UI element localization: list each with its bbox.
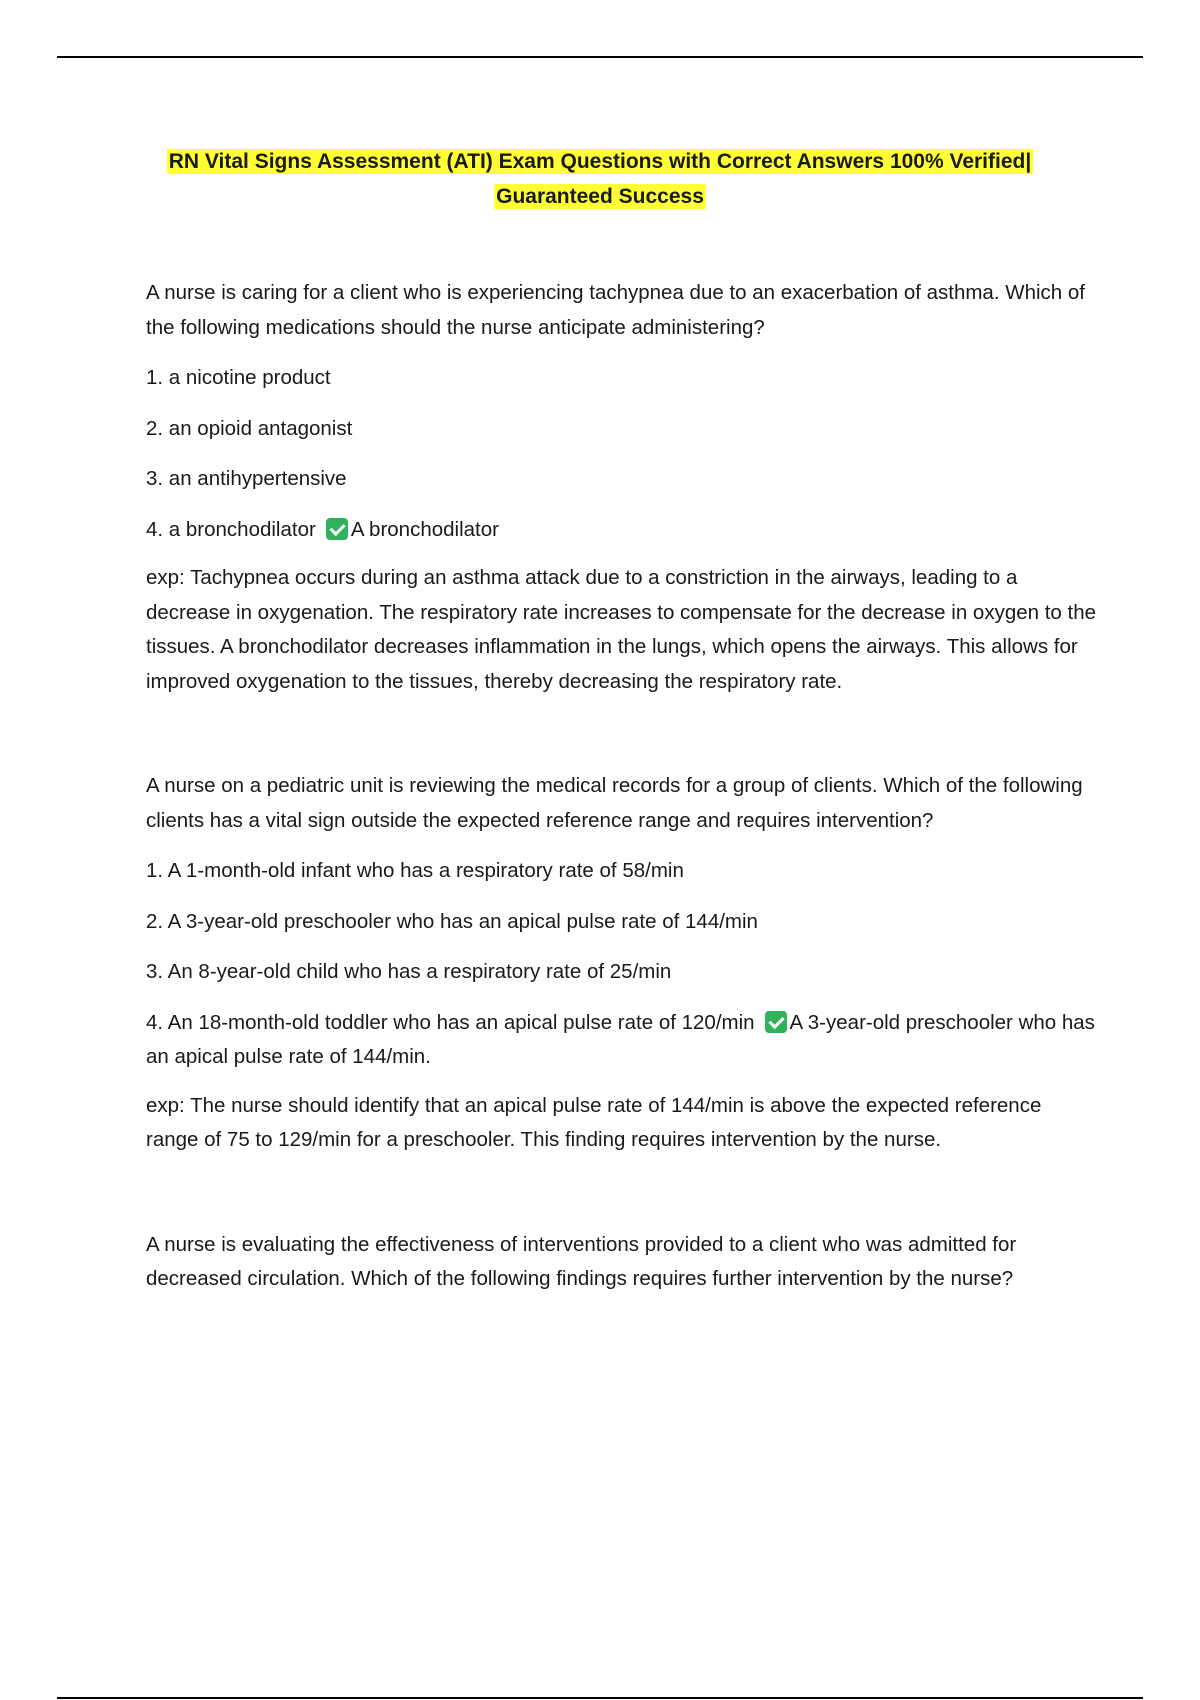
question-stem: A nurse is caring for a client who is experiencing tachypnea due to an exacerbation of asthma. Which of the following medications should the nurse anticipate administering? (146, 281, 1085, 339)
question-2 (146, 769, 1096, 1158)
explanation: exp: Tachypnea occurs during an asthma attack due to a constriction in the airways, leading to a decrease in oxygenation. The respiratory rate increases to compensate for the decrease in oxygen to the tissues. A bronchodilator decreases inflammation in the lungs, which opens the airways. This allows for improved oxygenation to the tissues, thereby decreasing the respiratory rate. (146, 566, 1097, 693)
option-2: 2. an opioid antagonist (146, 416, 353, 440)
option-3: 3. an antihypertensive (146, 467, 347, 490)
title-line-2: Guaranteed Success (496, 185, 704, 208)
question-3 (146, 1228, 1096, 1297)
correct-answer: A bronchodilator (350, 517, 499, 541)
check-mark-icon (765, 1011, 787, 1033)
option-4: 4. a bronchodilator (146, 517, 316, 541)
option-1: 1. A 1-month-old infant who has a respiratory rate of 58/min (146, 859, 684, 882)
option-4-with-answer (146, 1006, 1096, 1075)
option-4: 4. An 18-month-old toddler who has an apical pulse rate of 120/min (146, 1010, 755, 1034)
option-1: 1. a nicotine product (146, 366, 331, 389)
option-2: 2. A 3-year-old preschooler who has an apical pulse rate of 144/min (146, 909, 758, 933)
question-list (146, 276, 1096, 1297)
correct-answer: A 3-year-old preschooler who has an apical pulse rate of 144/min. (146, 1010, 1095, 1068)
bottom-rule (57, 1697, 1143, 1699)
option-4-with-answer (146, 513, 1096, 548)
check-mark-icon (326, 518, 348, 540)
explanation: exp: The nurse should identify that an apical pulse rate of 144/min is above the expected reference range of 75 to 129/min for a preschooler. This finding requires intervention by the nurse. (146, 1093, 1042, 1151)
top-rule (57, 56, 1143, 58)
question-stem: A nurse on a pediatric unit is reviewing the medical records for a group of clients. Which of the following clients has a vital sign outside the expected reference range and requires intervention? (146, 774, 1083, 832)
question-stem: A nurse is evaluating the effectiveness of interventions provided to a client who was admitted for decreased circulation. Which of the following findings requires further intervention by the nurse? (146, 1232, 1017, 1290)
option-3: 3. An 8-year-old child who has a respiratory rate of 25/min (146, 960, 672, 983)
document-title (0, 144, 1200, 214)
title-line-1: RN Vital Signs Assessment (ATI) Exam Questions with Correct Answers 100% Verified| (168, 150, 1032, 173)
question-1 (146, 276, 1096, 699)
